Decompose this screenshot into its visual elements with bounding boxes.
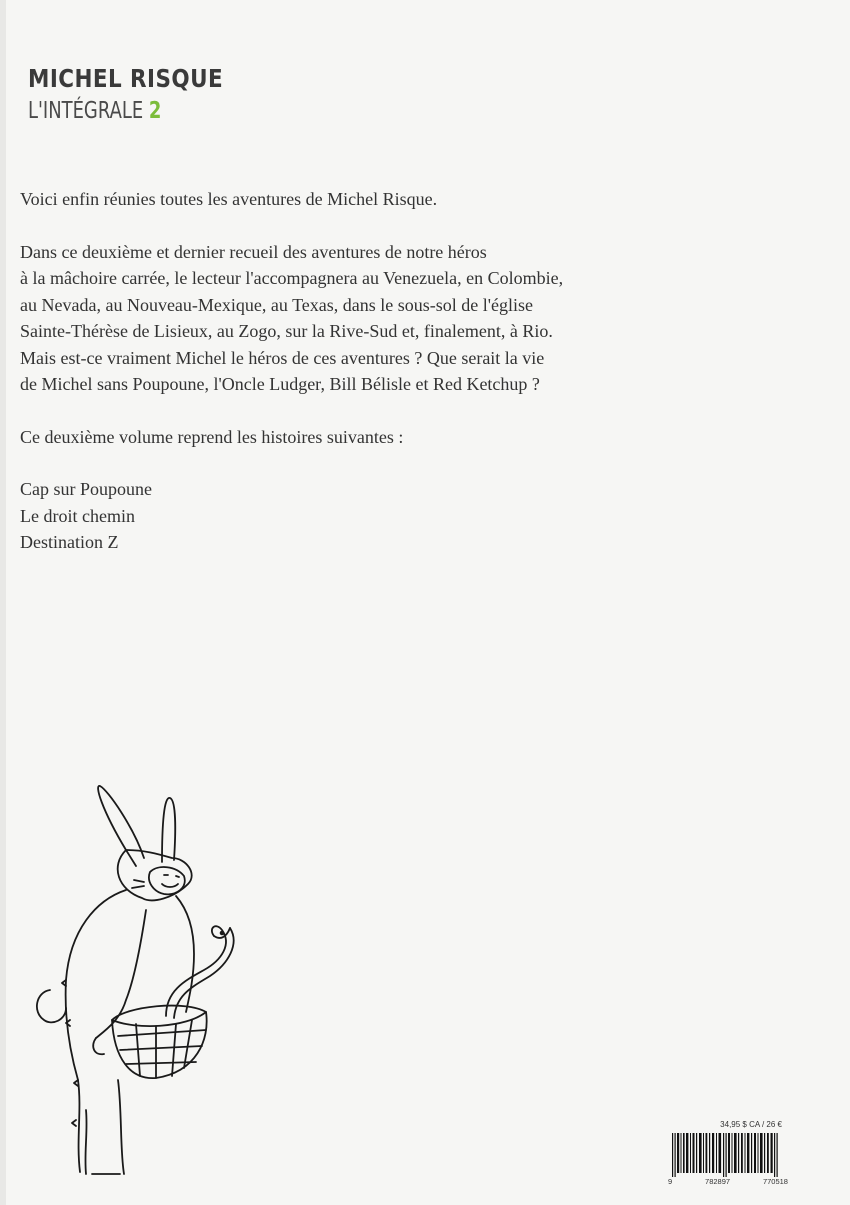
story-item: Cap sur Poupoune: [20, 479, 152, 499]
header: [28, 64, 255, 126]
description-line: au Nevada, au Nouveau-Mexique, au Texas, dans le sous-sol de l'église: [20, 294, 533, 315]
volume-number: 2: [148, 98, 162, 124]
back-cover-text: [20, 186, 660, 556]
isbn-digit-group: 770518: [762, 1177, 788, 1186]
volume-line: [28, 96, 205, 126]
description-line: de Michel sans Poupoune, l'Oncle Ludger, Bill Bélisle et Red Ketchup ?: [20, 374, 540, 394]
description-line: Sainte-Thérèse de Lisieux, au Zogo, sur la Rive-Sud et, finalement, à Rio.: [20, 321, 553, 341]
price-label: 34,95 $ CA / 26 €: [720, 1120, 782, 1129]
isbn-digit-group: 9: [668, 1177, 673, 1186]
story-item: Destination Z: [20, 532, 119, 552]
story-item: Le droit chemin: [20, 505, 135, 526]
stories-intro: Ce deuxième volume reprend les histoires suivantes :: [20, 426, 404, 447]
price-barcode-block: [668, 1120, 788, 1186]
series-title: MICHEL RISQUE: [28, 64, 224, 93]
description-line: à la mâchoire carrée, le lecteur l'accompagnera au Venezuela, en Colombie,: [20, 268, 564, 288]
intro-paragraph: Voici enfin réunies toutes les aventures de Michel Risque.: [20, 189, 438, 209]
isbn-digits: [668, 1177, 788, 1186]
isbn-digit-group: 782897: [705, 1177, 731, 1186]
description-paragraph: [20, 239, 660, 398]
description-line: Dans ce deuxième et dernier recueil des aventures de notre héros: [20, 241, 487, 262]
bunny-costume-illustration: [26, 780, 256, 1185]
description-line: Mais est-ce vraiment Michel le héros de ces aventures ? Que serait la vie: [20, 347, 545, 368]
volume-label: L'INTÉGRALE: [28, 98, 144, 124]
isbn-barcode: [668, 1133, 788, 1177]
story-list: [20, 476, 660, 556]
